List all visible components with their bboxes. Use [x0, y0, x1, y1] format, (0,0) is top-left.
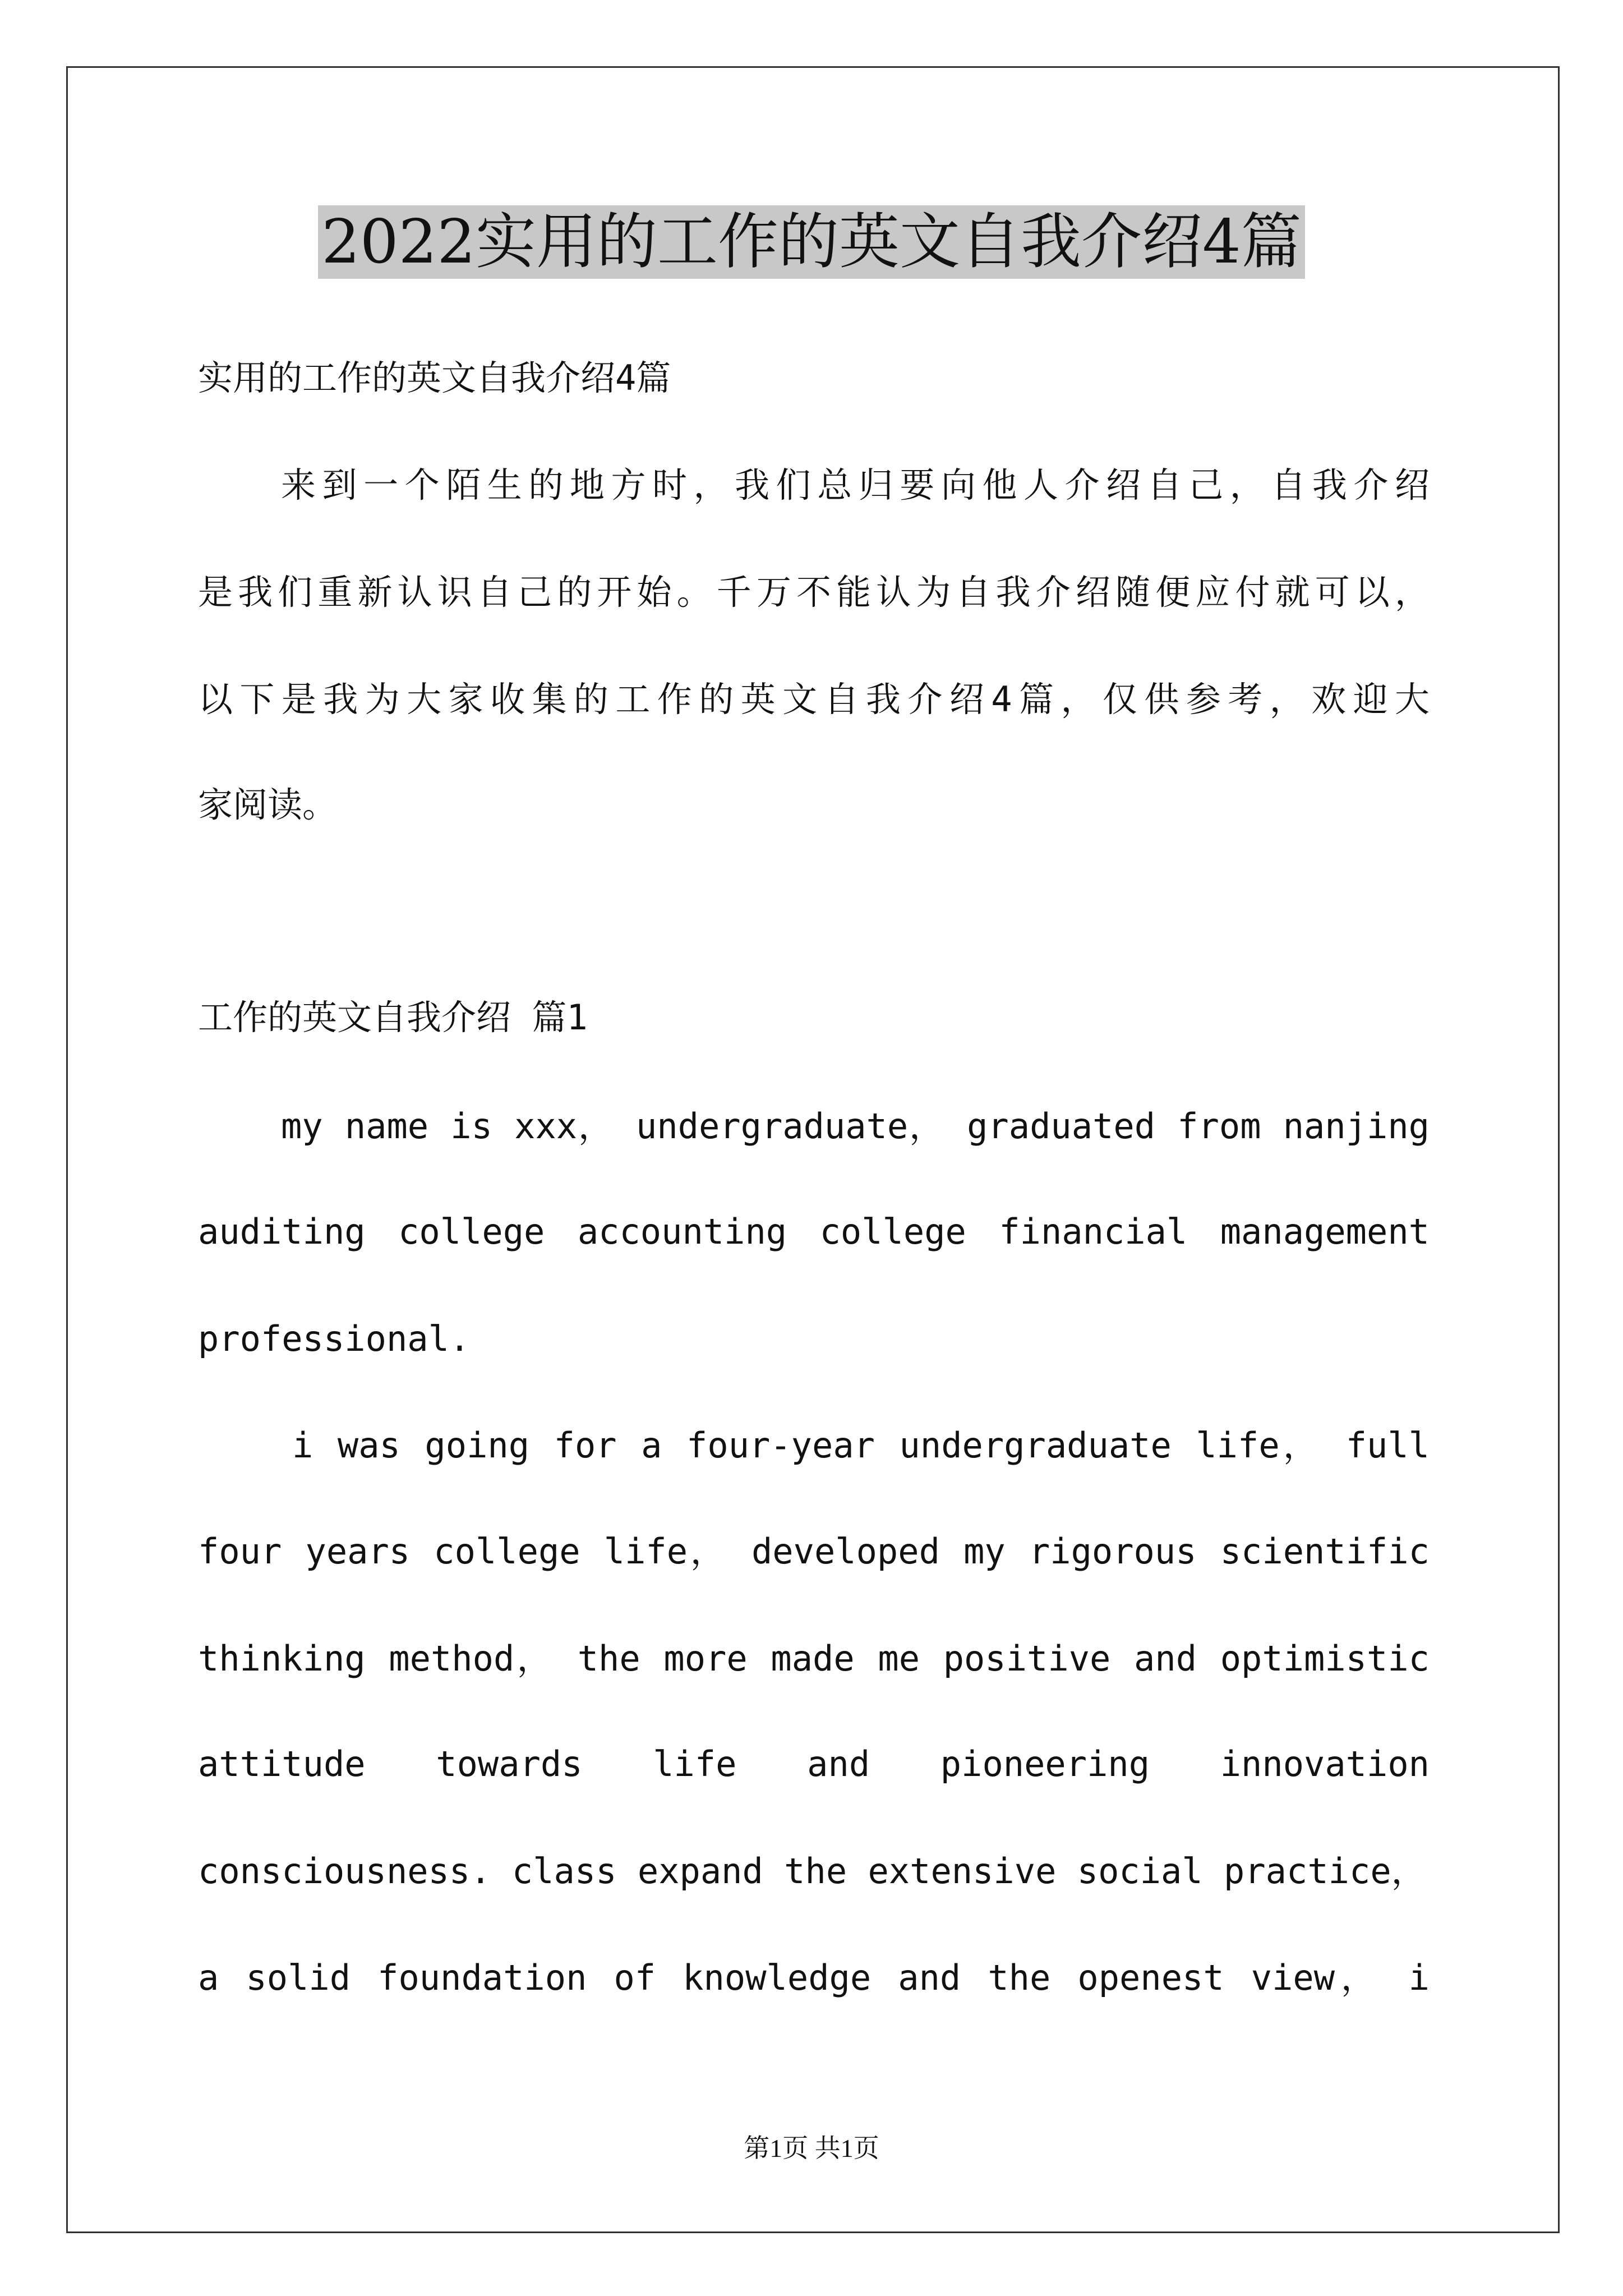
body-line: auditing college accounting college financial management	[198, 1211, 1430, 1252]
intro-line: 来到一个陌生的地方时，我们总归要向他人介绍自己，自我介绍	[281, 464, 1430, 505]
body-line: thinking method， the more made me positive and optimistic	[198, 1638, 1430, 1679]
intro-line: 以下是我为大家收集的工作的英文自我介绍4篇，仅供参考，欢迎大	[198, 679, 1430, 720]
page-footer: 第1页 共1页	[744, 2134, 879, 2162]
body-line: i was going for a four-year undergraduate life， full	[292, 1425, 1430, 1466]
document-title: 2022实用的工作的英文自我介绍4篇	[318, 205, 1305, 279]
document-title-block	[0, 205, 1623, 279]
subtitle: 实用的工作的英文自我介绍4篇	[198, 357, 671, 398]
intro-line: 是我们重新认识自己的开始。千万不能认为自我介绍随便应付就可以，	[198, 572, 1430, 613]
section-heading: 工作的英文自我介绍 篇1	[198, 997, 588, 1038]
body-line: my name is xxx， undergraduate， graduated from nanjing	[281, 1106, 1430, 1147]
body-line: four years college life， developed my rigorous scientific	[198, 1531, 1430, 1572]
body-line: attitude towards life and pioneering innovation	[198, 1743, 1430, 1784]
intro-line: 家阅读。	[198, 784, 338, 825]
body-line: a solid foundation of knowledge and the openest view， i	[198, 1957, 1430, 1998]
body-line: professional.	[198, 1318, 471, 1359]
body-line: consciousness. class expand the extensive social practice，	[198, 1851, 1426, 1892]
